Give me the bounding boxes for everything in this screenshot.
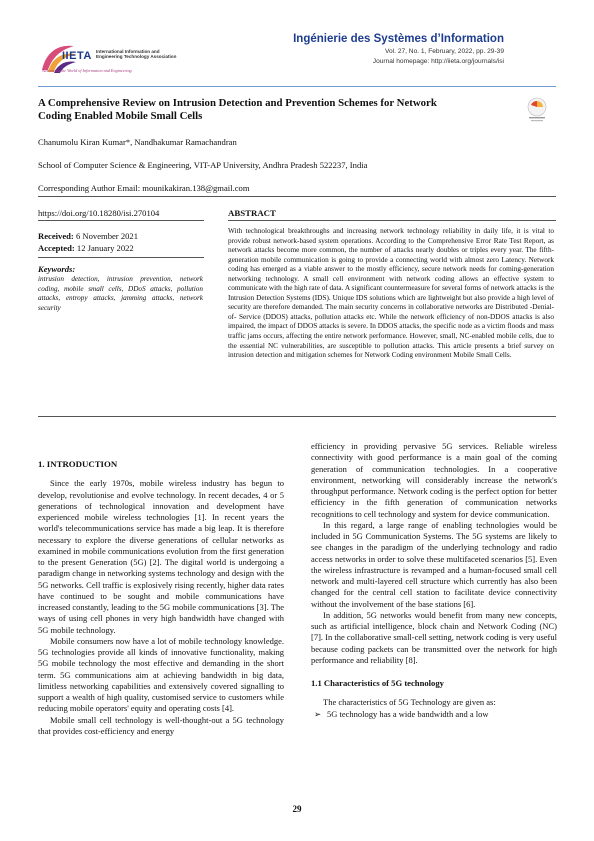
logo-org-line2: Engineering Technology Association (96, 54, 177, 60)
affiliation: School of Computer Science & Engineering, VIT-AP University, Andhra Pradesh 522237, India (38, 160, 368, 170)
subsection-heading: 1.1 Characteristics of 5G technology (311, 678, 444, 688)
accepted-label: Accepted: (38, 242, 75, 253)
article-dates (38, 231, 138, 254)
authors: Chanumolu Kiran Kumar*, Nandhakumar Ramachandran (38, 137, 237, 147)
journal-homepage-link[interactable]: Journal homepage: http://iieta.org/journals/isi (372, 58, 504, 65)
paragraph: The characteristics of 5G Technology are given as: (323, 697, 496, 708)
journal-volume: Vol. 27, No. 1, February, 2022, pp. 29-39 (384, 48, 504, 55)
article-title (38, 97, 498, 123)
keywords-heading: Keywords: (38, 264, 76, 274)
abstract-heading: ABSTRACT (228, 208, 276, 218)
keywords: intrusion detection, intrusion prevention, network coding, mobile small cells, DDoS attacks, pollution attacks, entropy attacks, jamming attacks, network security (38, 275, 203, 312)
bullet-arrow-icon: ➢ (314, 708, 322, 719)
divider-top (38, 196, 556, 197)
section-heading: 1. INTRODUCTION (38, 459, 118, 469)
received-date: 6 November 2021 (75, 231, 139, 241)
received-label: Received: (38, 231, 74, 241)
paragraph: Mobile consumers now have a lot of mobile technology knowledge. 5G technologies provide all kinds of innovative functionality, making 5G mobile technology the most effective and demanding in the short term. 5G communications aim at achieving bandwidth in big data, limitless networking capabilities and extensively covered signalling to support a wealth of high quality, customised service to customers while reducing mobile operators' equity and operating costs [4]. (38, 635, 284, 714)
check-for-updates-icon[interactable] (525, 97, 549, 123)
accepted-date: 12 January 2022 (76, 242, 134, 253)
paragraph: Since the early 1970s, mobile wireless industry has begun to develop, revolutionise and evolve technology. In recent decades, 4 or 5 generations of technological innovation and development have experienced mobile wireless technologies [1]. In recent years the world's telecommunications service has made a big leap. It is therefore necessary to explore the diverse generations of cellular networks as examined in mobile communications evolution from the first generation to the present Generation (5G) [2]. The digital world is undergoing a paradigm change in networking systems technology and design with the 5G networks. Cell traffic is explosively rising recently, higher data rates have continued to be sought and mobile communications have increased constantly, leading to the 5G mobile communications [3]. The ways of using cell phones in very high bandwidth have changed with 5G mobile technology. (38, 478, 284, 635)
journal-info (293, 33, 504, 65)
bullet-item (311, 709, 557, 720)
received-row (38, 231, 138, 243)
page-number: 29 (292, 804, 302, 814)
body-column-right (311, 441, 557, 720)
logo-org-name (96, 49, 176, 60)
divider-abstract (228, 220, 556, 221)
paragraph: In addition, 5G networks would benefit from many new concepts, such as artificial intelligence, block chain and Network Coding (NC) [7]. In the collaborative small-cell setting, network coding is very useful because coding packets can be transmitted over the network for high performance and reliability [8]. (311, 609, 557, 665)
logo-org-line1: International Information and (96, 49, 160, 54)
logo-abbrev: IIETA (62, 50, 92, 62)
divider-left (38, 220, 204, 221)
journal-title: Ingénierie des Systèmes d’Information (293, 33, 504, 45)
doi-link[interactable]: https://doi.org/10.18280/isi.270104 (38, 208, 160, 218)
divider-dates (38, 257, 204, 258)
header-rule (38, 86, 556, 87)
accepted-row (38, 243, 138, 255)
article-title-line2: Coding Enabled Mobile Small Cells (38, 110, 203, 122)
paragraph: Mobile small cell technology is well-thought-out a 5G technology that provides cost-efficiency and energy (38, 714, 284, 736)
corresponding-author: Corresponding Author Email: mounikakiran.138@gmail.com (38, 183, 250, 193)
divider-body (38, 416, 556, 417)
abstract-text: With technological breakthroughs and increasing network technology reliability in daily life, it is vital to provide robust network-based system operations. According to the Comprehensive Error Rate Test Report, as network attacks become more common, the number of attacks nearly doubles or triples every year. The fifth-generation mobile communication is going to provide a connecting world with almost zero Latency. Network coding has emerged as a viable answer to the mostly efficiency, secure network needs for coming-generation networking technology. A small cell environment with network coding allows an effective system to communicate with the high rate of data. A significant countermeasure for several forms of network attacks is the Intrusion Detection Systems (IDS). Unique IDS solutions which are lightweight but also provide a high level of security are therefore demanded. The main security concerns in collaborative networks are Distributed -Denial- of- Service (DDOS) attacks, pollution attacks etc. While the network efficiency of non-DDOS attacks is also impaired, the impact of DDOS attacks is severe. In DDOS attacks, the specific node as a victim floods and mass traffic jams occurs, affecting the entire network performance. However, small, NC-enabled mobile cells, due to the essential NC vulnerabilities, are susceptible to pollution attacks. This article presents a brief survey on intrusion detection and mitigation schemes for Network Coding environment Mobile Small Cells. (228, 227, 554, 360)
article-title-line1: A Comprehensive Review on Intrusion Detection and Prevention Schemes for Network (38, 97, 437, 109)
bullet-text: 5G technology has a wide bandwidth and a low (327, 708, 489, 719)
logo-tagline: Advancing the World of Information and Engineering (42, 68, 132, 73)
body-column-left (38, 459, 284, 737)
paragraph: efficiency in providing pervasive 5G services. Reliable wireless connectivity with good performance is a main goal of the coming generation of communication technologies. In a cooperative environment, networking will considerably increase the network's throughput performance. Network coding is the perfect option for better efficiency in the fifth generation of communication networks recognitions to cell technology and system for device communication. (311, 441, 557, 519)
paragraph: In this regard, a large range of enabling technologies would be included in 5G Communication Systems. The 5G systems are likely to see changes in the paradigm of the underlying technology and radio access networks in order to solve these multifaceted scenarios [5]. Even the wireless infrastructure is revamped and a human-focused small cell network and multi-layered cell structure which currently has also been changed for the central cell station to facilitate device connectivity without the involvement of the base stations [6]. (311, 519, 557, 609)
